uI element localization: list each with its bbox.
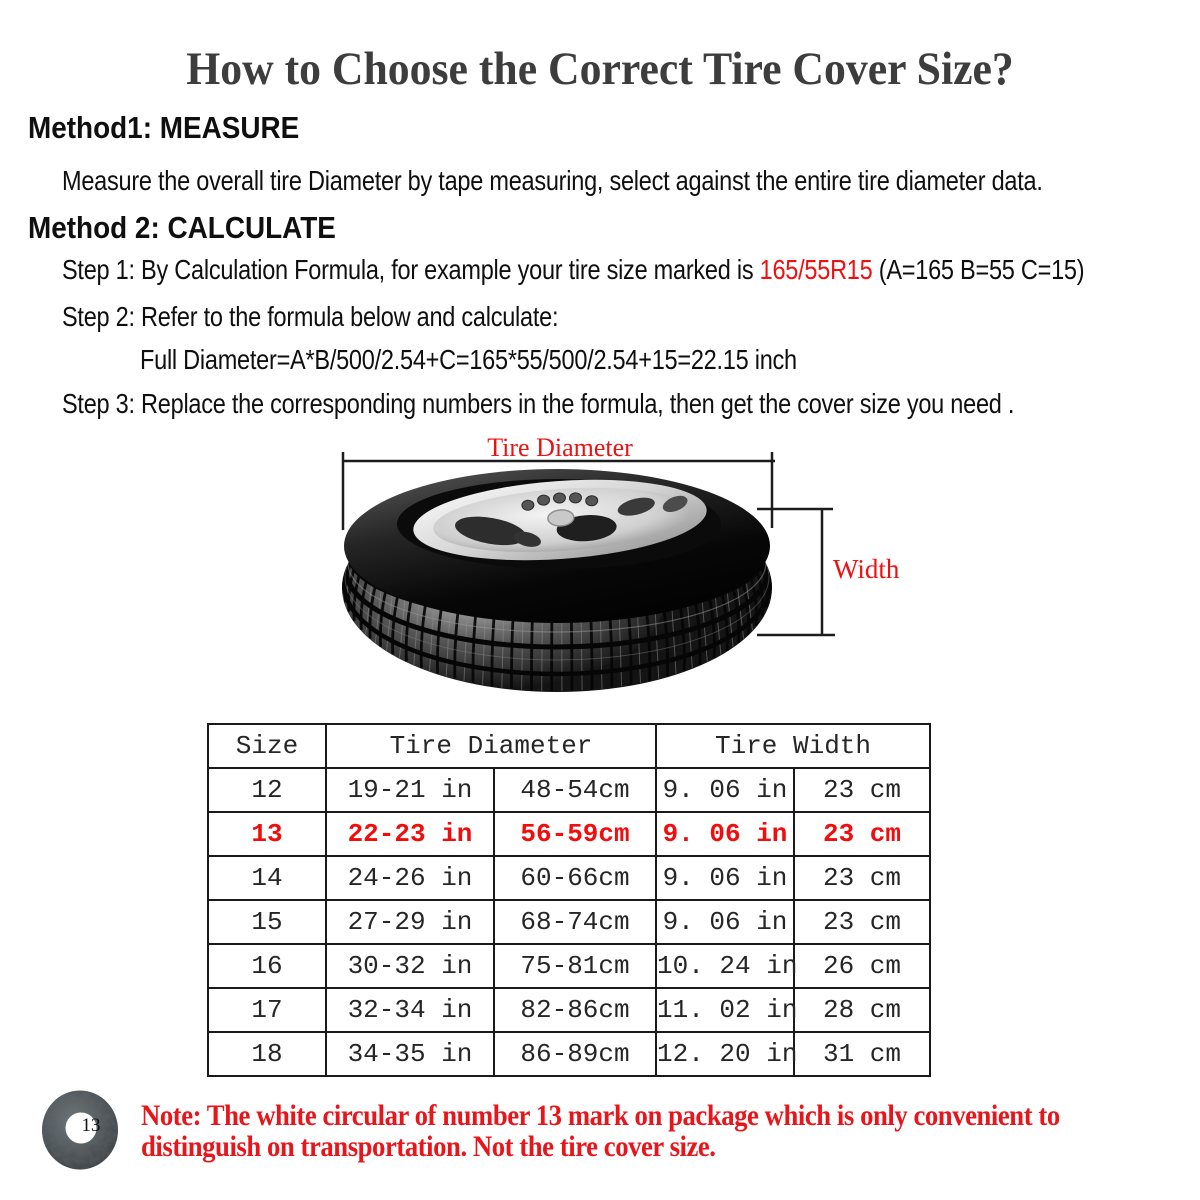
page-title: How to Choose the Correct Tire Cover Size? <box>186 43 1014 95</box>
tire-diameter-label: Tire Diameter <box>487 433 633 462</box>
tire-illustration <box>330 440 850 710</box>
table-cell: 12 <box>208 768 326 812</box>
table-cell: 12. 20 in <box>656 1032 794 1076</box>
table-row <box>208 900 930 944</box>
table-cell: 56-59cm <box>494 812 656 856</box>
table-cell: 10. 24 in <box>656 944 794 988</box>
method2-heading: Method 2: CALCULATE <box>28 210 336 245</box>
table-cell: 11. 02 in <box>656 988 794 1032</box>
table-cell: 75-81cm <box>494 944 656 988</box>
table-row <box>208 768 930 812</box>
table-cell: 13 <box>208 812 326 856</box>
table-cell: 9. 06 in <box>656 768 794 812</box>
step1-suffix: (A=165 B=55 C=15) <box>872 254 1085 285</box>
table-cell: 86-89cm <box>494 1032 656 1076</box>
table-row <box>208 944 930 988</box>
table-cell: 27-29 in <box>326 900 494 944</box>
step1-line <box>62 254 1084 286</box>
size-table-body <box>208 768 930 1076</box>
table-cell: 22-23 in <box>326 812 494 856</box>
tire-width-label: Width <box>833 554 900 584</box>
step1-prefix: Step 1: By Calculation Formula, for example your tire size marked is <box>62 254 760 285</box>
table-cell: 34-35 in <box>326 1032 494 1076</box>
table-cell: 32-34 in <box>326 988 494 1032</box>
table-cell: 14 <box>208 856 326 900</box>
col-header-size: Size <box>208 724 326 768</box>
step3-line: Step 3: Replace the corresponding numbers in the formula, then get the cover size you need . <box>62 388 1015 419</box>
table-cell: 60-66cm <box>494 856 656 900</box>
table-cell: 23 cm <box>794 768 930 812</box>
table-row <box>208 988 930 1032</box>
table-cell: 30-32 in <box>326 944 494 988</box>
badge-number: 13 <box>81 1115 101 1136</box>
table-cell: 31 cm <box>794 1032 930 1076</box>
table-row <box>208 812 930 856</box>
table-cell: 9. 06 in <box>656 856 794 900</box>
size-table <box>207 723 931 1077</box>
table-cell: 24-26 in <box>326 856 494 900</box>
col-header-diameter: Tire Diameter <box>326 724 656 768</box>
table-cell: 28 cm <box>794 988 930 1032</box>
table-row <box>208 1032 930 1076</box>
table-cell: 48-54cm <box>494 768 656 812</box>
step1-tire-size: 165/55R15 <box>759 254 873 285</box>
table-row <box>208 856 930 900</box>
table-cell: 16 <box>208 944 326 988</box>
table-cell: 26 cm <box>794 944 930 988</box>
method1-heading: Method1: MEASURE <box>28 110 300 145</box>
table-cell: 9. 06 in <box>656 812 794 856</box>
method1-body: Measure the overall tire Diameter by tape measuring, select against the entire tire diameter data. <box>62 165 1043 196</box>
step2-line: Step 2: Refer to the formula below and calculate: <box>62 301 559 332</box>
table-cell: 23 cm <box>794 900 930 944</box>
table-cell: 82-86cm <box>494 988 656 1032</box>
table-cell: 68-74cm <box>494 900 656 944</box>
note-text <box>141 1100 1200 1162</box>
col-header-width: Tire Width <box>656 724 930 768</box>
formula-line: Full Diameter=A*B/500/2.54+C=165*55/500/2.54+15=22.15 inch <box>140 344 797 375</box>
note-line-2: distinguish on transportation. Not the tire cover size. <box>141 1130 716 1163</box>
table-cell: 17 <box>208 988 326 1032</box>
table-cell: 23 cm <box>794 856 930 900</box>
table-cell: 19-21 in <box>326 768 494 812</box>
table-cell: 18 <box>208 1032 326 1076</box>
note-line-1: Note: The white circular of number 13 mark on package which is only convenient to <box>141 1099 1060 1132</box>
table-cell: 9. 06 in <box>656 900 794 944</box>
table-header-row <box>208 724 930 768</box>
table-cell: 15 <box>208 900 326 944</box>
table-cell: 23 cm <box>794 812 930 856</box>
